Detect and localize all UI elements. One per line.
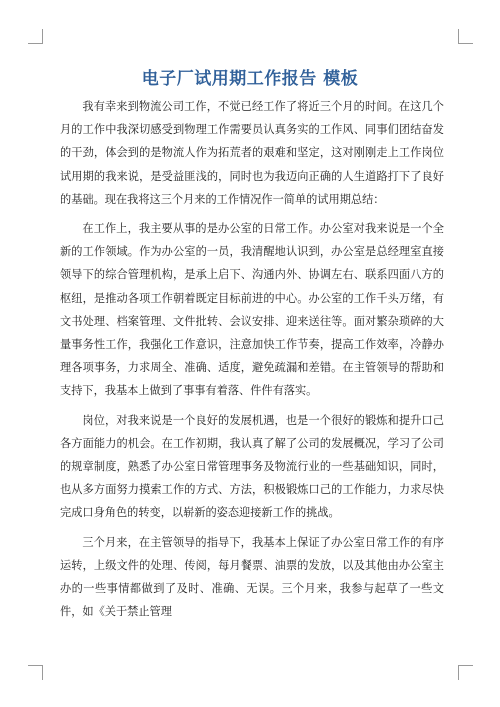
crop-mark-bottom-right bbox=[458, 665, 473, 680]
paragraph-2: 在工作上，我主要从事的是办公室的日常工作。办公室对我来说是一个全新的工作领域。作为办公室的一员，我清醒地认识到，办公室是总经理室直接领导下的综合管理机构，是承上启下、沟通内外、协调左右、联系四面八方的枢纽，是推动各项工作朝着既定目标前进的中心。办公室的工作千头万绪，有文书处理、档案管理、文件批转、会议安排、迎来送往等。面对繁杂琐碎的大量事务性工作，我强化工作意识，注意加快工作节奏，提高工作效率，冷静办理各项事务，力求周全、准确、适度，避免疏漏和差错。在主管领导的帮助和支持下，我基本上做到了事事有着落、件件有落实。 bbox=[60, 222, 444, 398]
paragraph-1: 我有幸来到物流公司工作，不觉已经工作了将近三个月的时间。在这几个月的工作中我深切感受到物理工作需要员认真务实的工作风、同事们团结奋发的干劲，体会到的是物流人作为拓荒者的艰难和坚定，这对刚刚走上工作岗位试用期的我来说，是受益匪浅的，同时也为我迈向正确的人生道路打下了良好的基础。现在我将这三个月来的工作情况作一简单的试用期总结： bbox=[60, 100, 444, 206]
document-title: 电子厂试用期工作报告 模板 bbox=[141, 69, 359, 89]
document-body bbox=[60, 95, 444, 629]
crop-mark-top-left bbox=[28, 29, 43, 44]
crop-mark-bottom-left bbox=[28, 665, 43, 680]
paragraph-3: 岗位，对我来说是一个良好的发展机遇，也是一个很好的锻炼和提升口己各方面能力的机会。在工作初期，我认真了解了公司的发展概况，学习了公司的规章制度，熟悉了办公室日常管理事务及物流行业的一些基础知识，同时，也从多方面努力摸索工作的方式、方法，积极锻炼口己的工作能力，力求尽快完成口身角色的转变，以崭新的姿态迎接新工作的挑战。 bbox=[60, 413, 444, 520]
paragraph-4: 三个月来，在主管领导的指导下，我基本上保证了办公室日常工作的有序运转，上级文件的处理、传阅，每月餐票、油票的发放，以及其他由办公室主办的一些事情都做到了及时、准确、无误。三个月来，我参与起草了一些文件，如《关于禁止管理 bbox=[60, 535, 444, 619]
crop-mark-top-right bbox=[458, 29, 473, 44]
